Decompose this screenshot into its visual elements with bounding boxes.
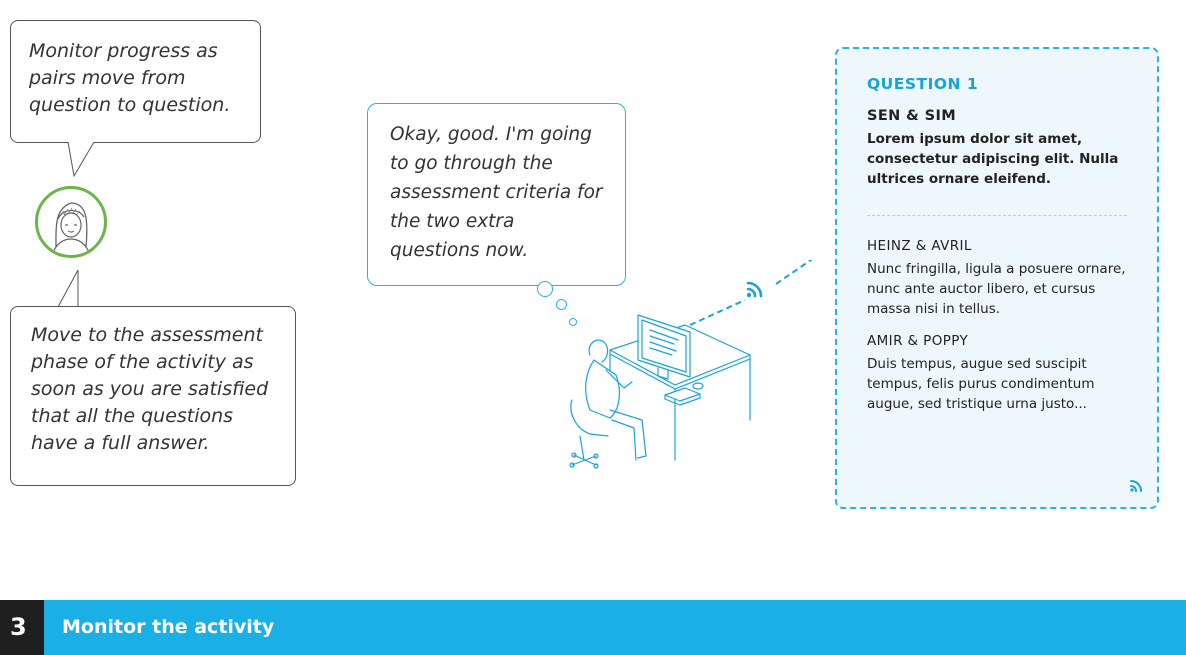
thought-bubble-text: Okay, good. I'm going to go through the assessment criteria for the two extra questions now. (390, 124, 603, 261)
speech-bubble-top-text: Monitor progress as pairs move from question to question. (29, 40, 231, 116)
pair-answer: Lorem ipsum dolor sit amet, consectetur adipiscing elit. Nulla ultrices ornare eleifend. (867, 131, 1119, 187)
step-number-box (0, 600, 44, 655)
question-card (835, 47, 1159, 509)
pair-name: AMIR & POPPY (867, 333, 969, 349)
section-title: Monitor the activity (62, 616, 275, 638)
pair-entry (867, 108, 1127, 189)
pair-entry (867, 238, 1127, 319)
pair-name: SEN & SIM (867, 108, 957, 124)
wifi-signal-icon (742, 277, 768, 303)
card-divider (867, 215, 1127, 216)
speech-bubble-bottom-text: Move to the assessment phase of the activity as soon as you are satisfied that all the questions have a full answer. (31, 324, 269, 454)
pair-answer: Duis tempus, augue sed suscipit tempus, felis purus condimentum augue, sed tristique urna justo... (867, 356, 1095, 412)
pair-answer: Nunc fringilla, ligula a posuere ornare, nunc ante auctor libero, et cursus massa nisi in tellus. (867, 261, 1126, 317)
speech-bubble-bottom (10, 306, 296, 486)
teacher-avatar-icon (35, 186, 107, 258)
pair-entry (867, 333, 1127, 414)
step-number: 3 (10, 613, 27, 641)
thought-bubble (367, 103, 626, 286)
speech-bubble-top-tail (60, 142, 100, 180)
student-at-desk-illustration (550, 260, 840, 475)
card-title: QUESTION 1 (867, 75, 979, 93)
speech-bubble-bottom-tail (52, 270, 92, 308)
wifi-signal-icon (1127, 477, 1145, 495)
section-header-bar (0, 600, 1186, 655)
speech-bubble-top (10, 20, 261, 143)
pair-name: HEINZ & AVRIL (867, 238, 972, 254)
